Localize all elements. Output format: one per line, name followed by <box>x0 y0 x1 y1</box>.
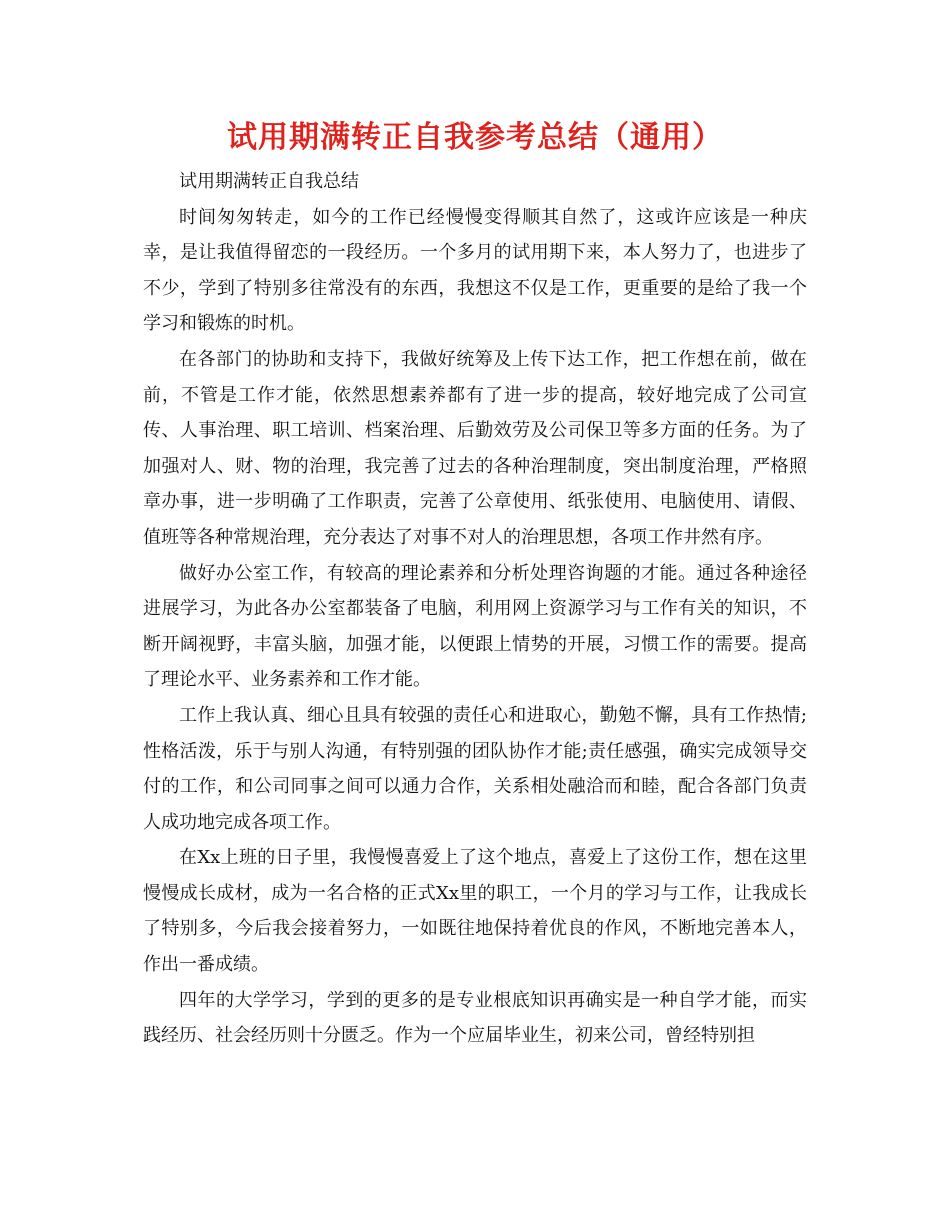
paragraph: 做好办公室工作，有较高的理论素养和分析处理咨询题的才能。通过各种途径进展学习，为此各办公室都装备了电脑，利用网上资源学习与工作有关的知识，不断开阔视野，丰富头脑，加强才能，以便跟上情势的开展，习惯工作的需要。提高了理论水平、业务素养和工作才能。 <box>143 562 807 691</box>
paragraph: 在Xx上班的日子里，我慢慢喜爱上了这个地点，喜爱上了这份工作，想在这里慢慢成长成材，成为一名合格的正式Xx里的职工，一个月的学习与工作，让我成长了特别多，今后我会接着努力，一如既往地保持着优良的作风，不断地完善本人，作出一番成绩。 <box>143 847 807 976</box>
paragraph: 时间匆匆转走，如今的工作已经慢慢变得顺其自然了，这或许应该是一种庆幸，是让我值得留恋的一段经历。一个多月的试用期下来，本人努力了，也进步了不少，学到了特别多往常没有的东西，我想这不仅是工作，更重要的是给了我一个学习和锻炼的时机。 <box>143 206 807 335</box>
paragraph: 在各部门的协助和支持下，我做好统筹及上传下达工作，把工作想在前，做在前，不管是工作才能，依然思想素养都有了进一步的提高，较好地完成了公司宣传、人事治理、职工培训、档案治理、后勤效劳及公司保卫等多方面的任务。为了加强对人、财、物的治理，我完善了过去的各种治理制度，突出制度治理，严格照章办事，进一步明确了工作职责，完善了公章使用、纸张使用、电脑使用、请假、值班等各种常规治理，充分表达了对事不对人的治理思想，各项工作井然有序。 <box>143 348 807 548</box>
document-body <box>143 164 807 1054</box>
paragraph: 四年的大学学习，学到的更多的是专业根底知识再确实是一种自学才能，而实践经历、社会经历则十分匮乏。作为一个应届毕业生，初来公司，曾经特别担 <box>143 989 807 1047</box>
paragraph: 工作上我认真、细心且具有较强的责任心和进取心，勤勉不懈，具有工作热情;性格活泼，乐于与别人沟通，有特别强的团队协作才能;责任感强，确实完成领导交付的工作，和公司同事之间可以通力合作，关系相处融洽而和睦，配合各部门负责人成功地完成各项工作。 <box>143 704 807 833</box>
document-title: 试用期满转正自我参考总结（通用） <box>227 120 723 155</box>
paragraph-subtitle: 试用期满转正自我总结 <box>179 171 359 192</box>
